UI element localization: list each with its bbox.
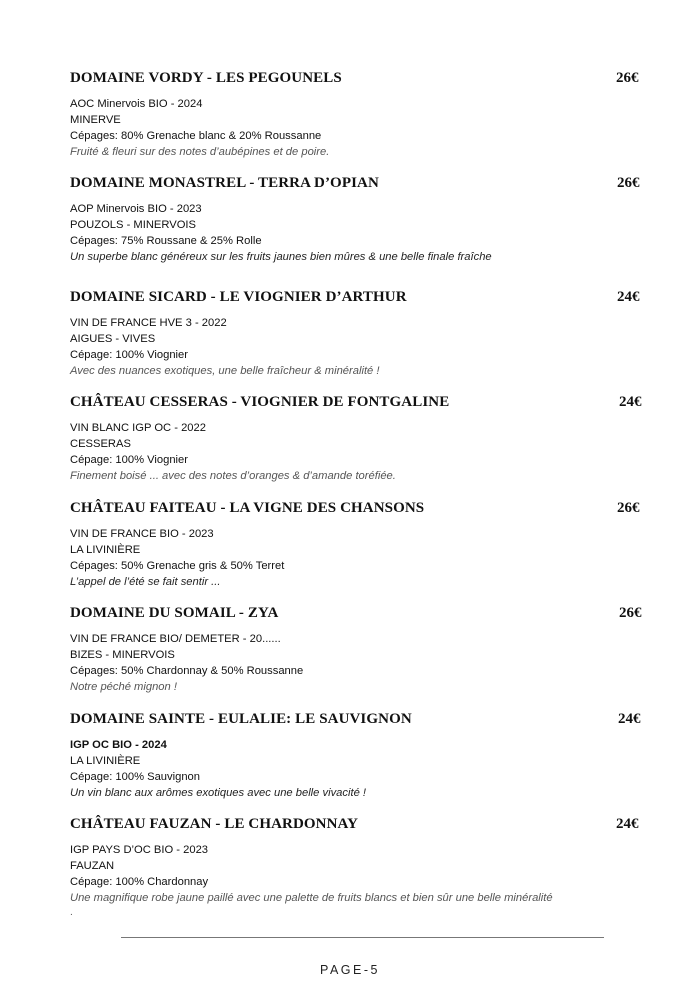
wine-title: CHÂTEAU CESSERAS - VIOGNIER DE FONTGALINE	[70, 394, 450, 410]
wine-entry-sainte-eulalie	[70, 710, 650, 801]
wine-description: Fruité & fleuri sur des notes d’aubépines et de poire.	[70, 146, 330, 158]
page-number: PAGE-5	[320, 963, 380, 977]
wine-appellation: VIN DE FRANCE HVE 3 - 2022	[70, 317, 227, 329]
wine-title: DOMAINE MONASTREL - TERRA D’OPIAN	[70, 175, 379, 191]
wine-entry-somail	[70, 604, 650, 695]
wine-grapes: Cépage: 100% Chardonnay	[70, 876, 209, 888]
wine-price: 24€	[616, 816, 639, 832]
trailing-dot: .	[70, 907, 73, 918]
footer-divider	[121, 937, 604, 938]
wine-location: AIGUES - VIVES	[70, 333, 156, 345]
wine-description: Notre péché mignon !	[70, 681, 177, 693]
wine-appellation: VIN DE FRANCE BIO/ DEMETER - 20......	[70, 633, 281, 645]
wine-location: FAUZAN	[70, 860, 115, 872]
wine-entry-monastrel	[70, 174, 650, 265]
wine-price: 24€	[619, 394, 642, 410]
wine-description: Finement boisé ... avec des notes d’oranges & d’amande toréfiée.	[70, 470, 396, 482]
wine-description: Un superbe blanc généreux sur les fruits jaunes bien mûres & une belle finale fraîche	[70, 251, 492, 263]
wine-price: 26€	[617, 500, 640, 516]
wine-location: LA LIVINIÈRE	[70, 755, 141, 767]
wine-appellation: AOC Minervois BIO - 2024	[70, 98, 203, 110]
wine-grapes: Cépage: 100% Sauvignon	[70, 771, 201, 783]
wine-appellation: VIN DE FRANCE BIO - 2023	[70, 528, 214, 540]
wine-location: MINERVE	[70, 114, 121, 126]
wine-title: DOMAINE VORDY - LES PEGOUNELS	[70, 70, 342, 86]
wine-entry-sicard	[70, 288, 650, 379]
wine-grapes: Cépages: 75% Roussane & 25% Rolle	[70, 235, 262, 247]
wine-grapes: Cépages: 50% Chardonnay & 50% Roussanne	[70, 665, 304, 677]
wine-grapes: Cépages: 80% Grenache blanc & 20% Roussanne	[70, 130, 322, 142]
wine-price: 26€	[619, 605, 642, 621]
wine-location: BIZES - MINERVOIS	[70, 649, 175, 661]
wine-location: CESSERAS	[70, 438, 131, 450]
wine-description: Un vin blanc aux arômes exotiques avec une belle vivacité !	[70, 787, 367, 799]
wine-appellation: VIN BLANC IGP OC - 2022	[70, 422, 206, 434]
wine-entry-faiteau	[70, 499, 650, 590]
wine-price: 24€	[618, 711, 641, 727]
wine-title: DOMAINE DU SOMAIL - ZYA	[70, 605, 279, 621]
wine-price: 26€	[616, 70, 639, 86]
wine-title: CHÂTEAU FAUZAN - LE CHARDONNAY	[70, 816, 359, 832]
wine-description: Une magnifique robe jaune paillé avec une palette de fruits blancs et bien sûr une belle minéralité	[70, 892, 553, 904]
wine-grapes: Cépage: 100% Viognier	[70, 454, 188, 466]
wine-appellation: AOP Minervois BIO - 2023	[70, 203, 202, 215]
wine-price: 26€	[617, 175, 640, 191]
wine-entry-cesseras	[70, 393, 650, 484]
wine-grapes: Cépage: 100% Viognier	[70, 349, 188, 361]
wine-description: L’appel de l’été se fait sentir ...	[70, 576, 221, 588]
wine-entry-fauzan	[70, 815, 650, 918]
wine-title: DOMAINE SICARD - LE VIOGNIER D’ARTHUR	[70, 289, 407, 305]
wine-entry-vordy	[70, 69, 650, 160]
wine-title: CHÂTEAU FAITEAU - LA VIGNE DES CHANSONS	[70, 500, 425, 516]
wine-appellation: IGP OC BIO - 2024	[70, 739, 167, 751]
wine-description: Avec des nuances exotiques, une belle fraîcheur & minéralité !	[70, 365, 380, 377]
wine-appellation: IGP PAYS D’OC BIO - 2023	[70, 844, 209, 856]
wine-title: DOMAINE SAINTE - EULALIE: LE SAUVIGNON	[70, 711, 412, 727]
wine-price: 24€	[617, 289, 640, 305]
wine-location: LA LIVINIÈRE	[70, 544, 141, 556]
wine-location: POUZOLS - MINERVOIS	[70, 219, 196, 231]
wine-grapes: Cépages: 50% Grenache gris & 50% Terret	[70, 560, 285, 572]
